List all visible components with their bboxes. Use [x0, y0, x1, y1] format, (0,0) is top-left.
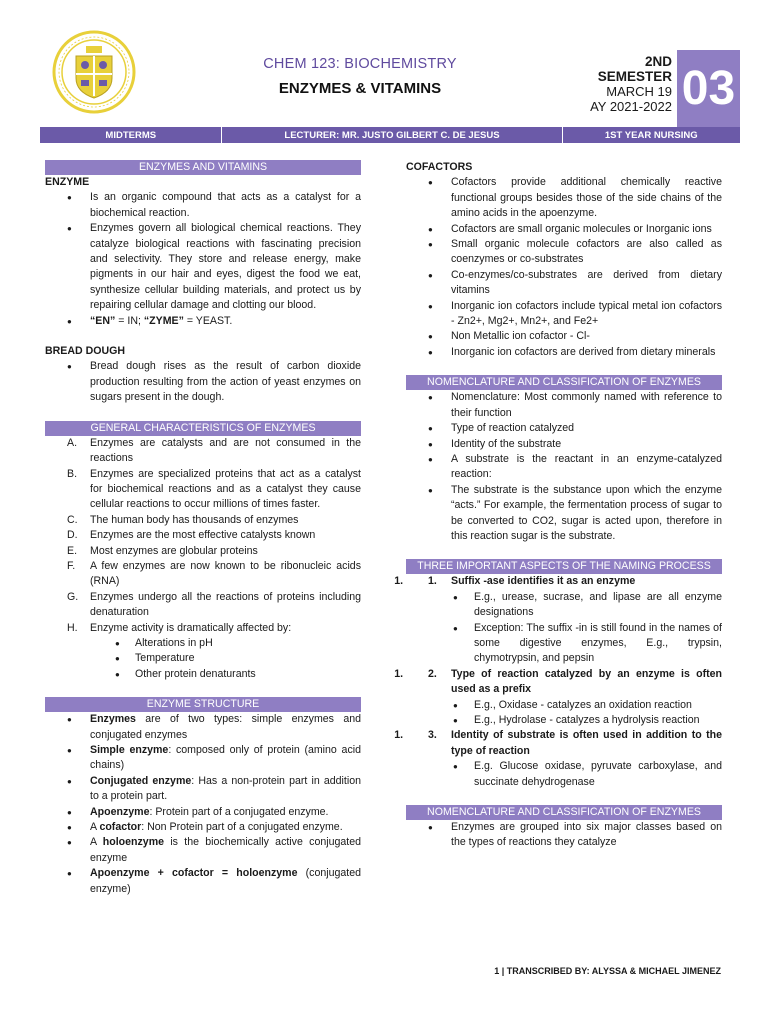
section-band-general-characteristics: GENERAL CHARACTERISTICS OF ENZYMES [45, 421, 361, 436]
bread-dough-list [45, 359, 361, 405]
list-item: ● Nomenclature: Most commonly named with reference to their function [406, 390, 722, 421]
list-item [406, 574, 722, 589]
section-band-naming-process: THREE IMPORTANT ASPECTS OF THE NAMING PROCESS [406, 559, 722, 574]
term: Apoenzyme + cofactor = holoenzyme [90, 867, 298, 880]
enzyme-heading: ENZYME [45, 176, 90, 188]
activity-factors-list [45, 636, 361, 682]
list-item: ● Small organic molecule cofactors are also called as coenzymes or co-substrates [406, 237, 722, 268]
year-level: 1ST YEAR NURSING [604, 129, 698, 141]
list-item [45, 805, 361, 820]
list-item [406, 728, 722, 759]
list-item [45, 590, 361, 621]
topic-title: ENZYMES & VITAMINS [278, 80, 442, 97]
list-item [45, 513, 361, 528]
list-item [45, 467, 361, 513]
term: Apoenzyme [90, 805, 150, 818]
list-item: ● A substrate is the reactant in an enzyme-catalyzed reaction: [406, 452, 722, 483]
list-item: ● Bread dough rises as the result of carbon dioxide production resulting from the action of yeast enzymes on sugars present in the dough. [45, 359, 361, 405]
definition: are of two types: simple enzymes and conjugated enzymes [90, 713, 361, 741]
bread-dough-heading: BREAD DOUGH [45, 345, 126, 358]
definition: : composed only of protein (amino acid chains) [90, 744, 361, 772]
naming-aspect-1-examples [406, 590, 722, 667]
semester-info [590, 54, 672, 114]
list-item: ● Enzymes govern all biological chemical reactions. They catalyze biological reactions with fascinating precision and selectivity. They store and release energy, make pigments in our hair and eyes, digest the food we eat, synthesize cellular building materials, and protect us by repairing cellular damage and clotting our blood. [45, 221, 361, 313]
list-item [45, 528, 361, 543]
naming-aspects-list-3 [406, 728, 722, 759]
school-seal-logo [52, 30, 136, 114]
section-band-enzymes-vitamins: ENZYMES AND VITAMINS [45, 160, 361, 175]
list-item: ● Enzymes are grouped into six major classes based on the types of reactions they catalyze [406, 820, 722, 851]
course-title: CHEM 123: BIOCHEMISTRY [263, 56, 457, 72]
item-text: Enzymes are catalysts and are not consumed in the reactions [90, 436, 361, 465]
item-label: E. [67, 544, 78, 557]
definition: : Non Protein part of a conjugated enzyme. [141, 821, 343, 834]
item-label: F. [67, 559, 76, 572]
list-item [45, 314, 361, 329]
semester-line1: 2ND [644, 54, 672, 69]
article: A [90, 821, 100, 834]
list-item [45, 820, 361, 835]
list-item: ● Alterations in pH [45, 636, 361, 651]
characteristics-list [45, 436, 361, 636]
list-item [45, 835, 361, 866]
list-item: ● E.g., urease, sucrase, and lipase are all enzyme designations [406, 590, 722, 621]
item-text: A few enzymes are now known to be ribonucleic acids (RNA) [90, 559, 361, 588]
item-label: G. [67, 590, 79, 603]
term: Enzymes [90, 713, 136, 726]
list-item: ● E.g. Glucose oxidase, pyruvate carboxylase, and succinate dehydrogenase [406, 759, 722, 790]
term: holoenzyme [102, 836, 165, 849]
semester-line2: SEMESTER [597, 69, 672, 84]
definition: : Protein part of a conjugated enzyme. [149, 805, 329, 818]
section-band-enzyme-structure: ENZYME STRUCTURE [45, 697, 361, 712]
list-item: ● The substrate is the substance upon which the enzyme “acts.” For example, the fermentation process of sugar to be converted to CO2, sugar is acted upon, therefore in this reaction sugar is the substrate. [406, 483, 722, 545]
list-item [45, 866, 361, 897]
term: Conjugated enzyme [90, 774, 192, 787]
en-term: “EN” [90, 314, 116, 327]
item-number: 1. 3. [428, 729, 437, 742]
page-footer: 1 | TRANSCRIBED BY: ALYSSA & MICHAEL JIMENEZ [494, 966, 721, 976]
naming-aspect-3-examples [406, 759, 722, 790]
list-item [45, 559, 361, 590]
definition: is the biochemically active conjugated enzyme [90, 836, 361, 864]
list-item [45, 774, 361, 805]
left-column [45, 160, 361, 897]
item-text: Type of reaction catalyzed by an enzyme is often used as a prefix [451, 667, 722, 696]
list-item: ● Is an organic compound that acts as a catalyst for a biochemical reaction. [45, 190, 361, 221]
item-text: Enzymes are the most effective catalysts known [90, 529, 316, 542]
section-band-classification: NOMENCLATURE AND CLASSIFICATION OF ENZYMES [406, 805, 722, 820]
academic-year: AY 2021-2022 [590, 99, 672, 114]
item-label: D. [67, 529, 78, 542]
list-item: ● Other protein denaturants [45, 667, 361, 682]
list-item: ● Identity of the substrate [406, 437, 722, 452]
list-item [45, 621, 361, 636]
zyme-term: “ZYME” [143, 314, 184, 327]
cofactors-list [406, 175, 722, 360]
naming-aspect-2-examples [406, 698, 722, 729]
list-item: ● Temperature [45, 651, 361, 666]
list-item: ● Inorganic ion cofactors are derived from dietary minerals [406, 345, 722, 360]
item-text: The human body has thousands of enzymes [90, 513, 299, 526]
article: A [90, 836, 103, 849]
right-column [406, 160, 722, 851]
definition: : Has a non-protein part in addition to a protein part. [90, 774, 361, 803]
naming-aspects-list [406, 574, 722, 589]
list-item: ● E.g., Hydrolase - catalyzes a hydrolysis reaction [406, 713, 722, 728]
item-number: 1. 2. [428, 667, 437, 680]
list-item: ● Inorganic ion cofactors include typical metal ion cofactors - Zn2+, Mg2+, Mn2+, and Fe2+ [406, 299, 722, 330]
list-item: ● Co-enzymes/co-substrates are derived from dietary vitamins [406, 268, 722, 299]
definition: (conjugated enzyme) [90, 867, 361, 895]
lecture-date: MARCH 19 [606, 84, 672, 99]
item-label: C. [67, 513, 78, 526]
term: Simple enzyme [90, 744, 169, 756]
list-item [406, 667, 722, 698]
list-item: ● Cofactors are small organic molecules or Inorganic ions [406, 222, 722, 237]
item-label: H. [67, 621, 78, 634]
list-item: ● Type of reaction catalyzed [406, 421, 722, 436]
zyme-meaning: = YEAST. [183, 314, 233, 327]
item-text: Enzyme activity is dramatically affected by: [90, 621, 292, 634]
item-text: Suffix -ase identifies it as an enzyme [451, 575, 636, 588]
lecture-number-badge: 03 [677, 50, 740, 127]
list-item [45, 436, 361, 467]
item-label: A. [67, 436, 78, 449]
list-item: ● Cofactors provide additional chemically reactive functional groups besides those of the side chains of the amino acids in the apoenzyme. [406, 175, 722, 221]
exam-period: MIDTERMS [40, 127, 222, 143]
item-text: Identity of substrate is often used in addition to the type of reaction [451, 729, 722, 757]
structure-list [45, 712, 361, 897]
item-text: Enzymes are specialized proteins that act as a catalyst for biochemical reactions and as a catalyst they cause cellular reactions to occur millions of times faster. [90, 467, 361, 511]
section-band-nomenclature: NOMENCLATURE AND CLASSIFICATION OF ENZYMES [406, 375, 722, 390]
list-item [45, 743, 361, 774]
list-item [45, 712, 361, 743]
lecturer-name: LECTURER: MR. JUSTO GILBERT C. DE JESUS [222, 127, 562, 143]
item-number: 1. 1. [428, 575, 437, 588]
info-bar [40, 127, 740, 143]
en-meaning: = IN; [115, 314, 144, 327]
classification-list [406, 820, 722, 851]
enzyme-list [45, 190, 361, 329]
list-item: ● Non Metallic ion cofactor - Cl- [406, 329, 722, 344]
list-item: ● E.g., Oxidase - catalyzes an oxidation reaction [406, 698, 722, 713]
cofactors-heading: COFACTORS [406, 161, 473, 173]
item-text: Enzymes undergo all the reactions of proteins including denaturation [90, 590, 361, 619]
list-item [45, 544, 361, 559]
item-label: B. [67, 467, 78, 480]
item-text: Most enzymes are globular proteins [90, 544, 258, 557]
nomenclature-list [406, 390, 722, 544]
list-item: ● Exception: The suffix -in is still found in the names of some digestive enzymes, E.g., trypsin, chymotrypsin, and pepsin [406, 621, 722, 667]
naming-aspects-list-2 [406, 667, 722, 698]
term: cofactor [99, 821, 142, 834]
